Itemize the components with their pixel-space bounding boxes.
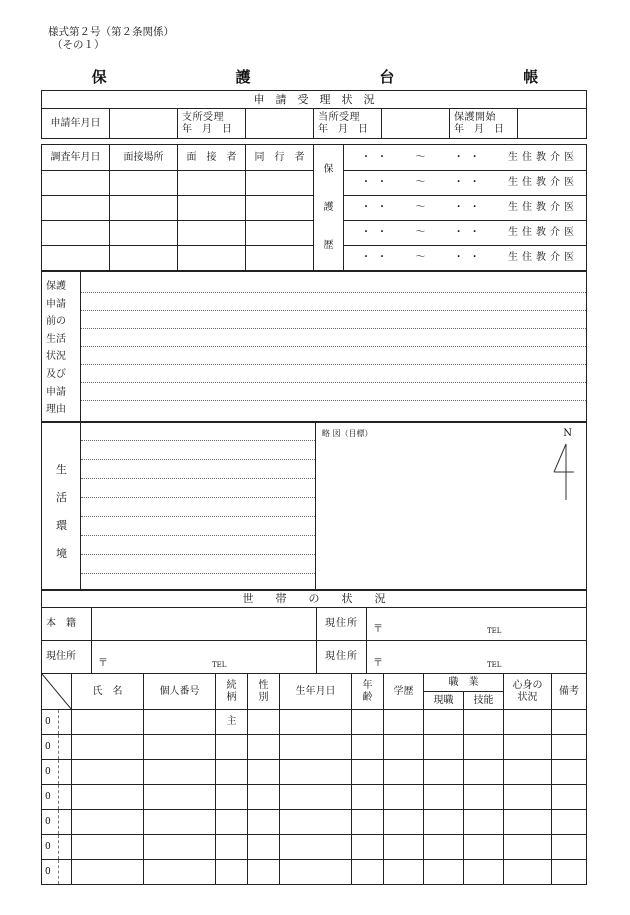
tilde: 〜 [415, 252, 426, 263]
dot: ・ [469, 202, 480, 213]
env-char: 活 [56, 491, 67, 504]
table-row [42, 785, 587, 810]
label-application-date: 申請年月日 [42, 109, 110, 139]
field-interview-place[interactable] [110, 246, 178, 271]
protection-start-line2: 年 月 日 [454, 123, 504, 135]
cell-occupation-current[interactable] [424, 860, 464, 885]
cell-remarks[interactable] [552, 785, 587, 810]
header-name: 氏 名 [72, 674, 144, 710]
cell-occupation-current[interactable] [424, 710, 464, 735]
field-current-address-3[interactable] [367, 641, 587, 674]
table-row [42, 735, 587, 760]
table-row [42, 835, 587, 860]
cell-sex[interactable] [248, 785, 280, 810]
header-health [504, 674, 552, 710]
field-protection-start[interactable] [518, 109, 587, 139]
field-companion[interactable] [246, 221, 314, 246]
postal-mark: 〒 [373, 624, 383, 635]
cell-education[interactable] [384, 810, 424, 835]
cell-relation[interactable] [216, 785, 248, 810]
branch-receipt-line2: 年 月 日 [182, 123, 232, 135]
cell-sex[interactable] [248, 810, 280, 835]
row-number: 0 [42, 860, 72, 885]
cell-education[interactable] [384, 710, 424, 735]
field-current-address-2[interactable] [92, 641, 317, 674]
diagonal-line-icon [42, 674, 72, 710]
label-interviewer: 面 接 者 [178, 145, 246, 171]
cell-remarks[interactable] [552, 810, 587, 835]
cell-education[interactable] [384, 735, 424, 760]
env-label [56, 456, 67, 568]
corner-cell [42, 674, 72, 710]
header-age-text: 年齢 [362, 679, 373, 703]
field-branch-receipt[interactable] [246, 109, 314, 139]
cell-remarks[interactable] [552, 760, 587, 785]
office-receipt-line2: 年 月 日 [318, 123, 368, 135]
field-survey-date[interactable] [42, 221, 110, 246]
dot: ・ [469, 151, 480, 163]
cell-age[interactable] [352, 735, 384, 760]
dot: ・ [453, 227, 464, 238]
living-environment-section [41, 421, 587, 590]
tel-mark: TEL [487, 627, 502, 635]
aid-types: 生住教介医 [507, 202, 578, 213]
cell-occupation-skill[interactable] [464, 835, 504, 860]
cell-remarks[interactable] [552, 735, 587, 760]
field-interviewer[interactable] [178, 246, 246, 271]
north-label: N [563, 428, 572, 439]
pre-application-section [41, 271, 587, 423]
form-number: 様式第２号（第２条関係） [48, 26, 174, 38]
cell-occupation-skill[interactable] [464, 810, 504, 835]
cell-remarks[interactable] [552, 835, 587, 860]
header-occupation: 職 業 [424, 674, 504, 692]
cell-age[interactable] [352, 860, 384, 885]
header-occupation-current: 現職 [424, 692, 464, 710]
branch-receipt-line1: 支所受理 [182, 111, 224, 123]
dot: ・ [377, 177, 387, 188]
history-char: 歴 [323, 239, 334, 251]
dot: ・ [377, 252, 387, 263]
pre-application-label [46, 278, 66, 419]
history-row[interactable] [344, 171, 587, 196]
title-char: 護 [235, 68, 251, 86]
aid-types: 生住教介医 [507, 227, 578, 238]
cell-birth-date[interactable] [280, 860, 352, 885]
cell-name[interactable] [72, 810, 144, 835]
dot: ・ [453, 151, 464, 163]
field-interview-place[interactable] [110, 171, 178, 196]
row-number: 0 [42, 810, 72, 835]
field-current-address-1[interactable] [367, 608, 587, 641]
title-char: 保 [91, 68, 107, 86]
cell-birth-date[interactable] [280, 785, 352, 810]
cell-birth-date[interactable] [280, 710, 352, 735]
cell-health[interactable] [504, 760, 552, 785]
survey-table [41, 144, 587, 271]
field-application-date[interactable] [110, 109, 178, 139]
cell-personal-number[interactable] [144, 710, 216, 735]
aid-types: 生住教介医 [507, 252, 578, 263]
cell-age[interactable] [352, 710, 384, 735]
history-row[interactable] [344, 145, 587, 171]
tilde: 〜 [415, 202, 426, 213]
header-relation-text: 続柄 [226, 679, 237, 703]
row-number: 0 [42, 760, 72, 785]
field-companion[interactable] [246, 196, 314, 221]
dot: ・ [377, 151, 387, 163]
label-interview-place: 面接場所 [110, 145, 178, 171]
header-remarks: 備考 [552, 674, 587, 710]
label-line: 状況 [46, 351, 66, 363]
aid-types: 生住教介医 [507, 177, 578, 188]
section-heading-application: 申 請 受 理 状 況 [42, 91, 587, 109]
header-relation [216, 674, 248, 710]
history-row[interactable] [344, 246, 587, 271]
label-line: 前の [46, 316, 66, 328]
label-protection-history [314, 145, 344, 271]
cell-education[interactable] [384, 785, 424, 810]
header-sex-text: 性別 [258, 679, 269, 703]
cell-personal-number[interactable] [144, 785, 216, 810]
row-number: 0 [42, 835, 72, 860]
cell-birth-date[interactable] [280, 735, 352, 760]
label-protection-start [450, 109, 518, 139]
dot: ・ [469, 252, 480, 263]
cell-name[interactable] [72, 710, 144, 735]
cell-personal-number[interactable] [144, 810, 216, 835]
row-number: 0 [42, 710, 72, 735]
cell-occupation-skill[interactable] [464, 760, 504, 785]
header-occupation-skill: 技能 [464, 692, 504, 710]
cell-relation[interactable] [216, 835, 248, 860]
dot: ・ [361, 227, 371, 238]
dot: ・ [377, 202, 387, 213]
label-line: 生活 [46, 333, 66, 345]
tilde: 〜 [415, 227, 426, 238]
protection-start-line1: 保護開始 [454, 111, 496, 123]
cell-remarks[interactable] [552, 710, 587, 735]
cell-birth-date[interactable] [280, 810, 352, 835]
cell-education[interactable] [384, 860, 424, 885]
cell-occupation-skill[interactable] [464, 860, 504, 885]
tel-mark: TEL [212, 661, 227, 669]
header-sex [248, 674, 280, 710]
form-sub: （その１） [52, 39, 105, 51]
label-current-address-3: 現住所 [317, 641, 367, 674]
cell-education[interactable] [384, 760, 424, 785]
cell-sex[interactable] [248, 860, 280, 885]
dot: ・ [361, 177, 371, 188]
history-char: 護 [323, 201, 334, 213]
postal-mark: 〒 [373, 658, 383, 669]
cell-occupation-current[interactable] [424, 810, 464, 835]
dot: ・ [453, 202, 464, 213]
field-registered-domicile[interactable] [92, 608, 317, 641]
cell-sex[interactable] [248, 835, 280, 860]
cell-name[interactable] [72, 760, 144, 785]
label-current-address-1: 現住所 [317, 608, 367, 641]
dot: ・ [361, 151, 371, 163]
label-line: 理由 [46, 404, 66, 416]
dot: ・ [361, 202, 371, 213]
cell-age[interactable] [352, 785, 384, 810]
dot: ・ [453, 252, 464, 263]
cell-health[interactable] [504, 860, 552, 885]
postal-mark: 〒 [98, 658, 108, 669]
cell-occupation-current[interactable] [424, 760, 464, 785]
field-interviewer[interactable] [178, 221, 246, 246]
cell-age[interactable] [352, 760, 384, 785]
cell-health[interactable] [504, 835, 552, 860]
label-companion: 同 行 者 [246, 145, 314, 171]
cell-personal-number[interactable] [144, 835, 216, 860]
cell-age[interactable] [352, 810, 384, 835]
history-char: 保 [323, 163, 334, 175]
cell-relation[interactable] [216, 735, 248, 760]
aid-types: 生住教介医 [507, 151, 578, 163]
field-survey-date[interactable] [42, 196, 110, 221]
cell-relation[interactable] [216, 810, 248, 835]
map-label: 略 図（目標） [322, 429, 373, 438]
cell-health[interactable] [504, 785, 552, 810]
table-row [42, 710, 587, 735]
cell-health[interactable] [504, 710, 552, 735]
application-status-table [41, 90, 587, 139]
field-interviewer[interactable] [178, 196, 246, 221]
cell-personal-number[interactable] [144, 760, 216, 785]
pre-application-text-area[interactable] [81, 272, 586, 422]
table-row [42, 810, 587, 835]
env-char: 生 [56, 463, 67, 476]
field-office-receipt[interactable] [382, 109, 450, 139]
tilde: 〜 [415, 177, 426, 188]
title-char: 台 [379, 68, 395, 86]
cell-health[interactable] [504, 810, 552, 835]
cell-relation[interactable] [216, 760, 248, 785]
table-row [42, 760, 587, 785]
header-education: 学歴 [384, 674, 424, 710]
cell-occupation-skill[interactable] [464, 710, 504, 735]
cell-occupation-current[interactable] [424, 735, 464, 760]
label-survey-date: 調査年月日 [42, 145, 110, 171]
cell-occupation-current[interactable] [424, 785, 464, 810]
cell-sex[interactable] [248, 710, 280, 735]
history-row[interactable] [344, 221, 587, 246]
cell-occupation-current[interactable] [424, 835, 464, 860]
cell-name[interactable] [72, 860, 144, 885]
field-interview-place[interactable] [110, 221, 178, 246]
cell-personal-number[interactable] [144, 860, 216, 885]
field-companion[interactable] [246, 171, 314, 196]
cell-birth-date[interactable] [280, 835, 352, 860]
office-receipt-line1: 当所受理 [318, 111, 360, 123]
map-area[interactable] [316, 422, 586, 589]
cell-relation[interactable]: 主 [216, 710, 248, 735]
dot: ・ [469, 177, 480, 188]
cell-occupation-skill[interactable] [464, 735, 504, 760]
header-age [352, 674, 384, 710]
label-line: 申請 [46, 298, 66, 310]
label-current-address-2: 現住所 [42, 641, 92, 674]
cell-name[interactable] [72, 835, 144, 860]
dot: ・ [377, 227, 387, 238]
members-table [41, 673, 587, 885]
history-row[interactable] [344, 196, 587, 221]
dot: ・ [469, 227, 480, 238]
cell-occupation-skill[interactable] [464, 785, 504, 810]
label-branch-receipt [178, 109, 246, 139]
label-line: 及び [46, 368, 66, 380]
tel-mark: TEL [487, 661, 502, 669]
cell-personal-number[interactable] [144, 735, 216, 760]
field-interview-place[interactable] [110, 196, 178, 221]
row-number: 0 [42, 735, 72, 760]
header-personal-number: 個人番号 [144, 674, 216, 710]
dot: ・ [453, 177, 464, 188]
cell-name[interactable] [72, 735, 144, 760]
cell-sex[interactable] [248, 760, 280, 785]
cell-name[interactable] [72, 785, 144, 810]
dot: ・ [361, 252, 371, 263]
header-birth-date: 生年月日 [280, 674, 352, 710]
cell-sex[interactable] [248, 735, 280, 760]
env-char: 境 [56, 547, 67, 560]
page-title [0, 66, 630, 87]
household-table [41, 590, 587, 674]
field-companion[interactable] [246, 246, 314, 271]
section-heading-household: 世 帯 の 状 況 [42, 591, 587, 608]
env-text-area[interactable] [81, 422, 315, 589]
row-number: 0 [42, 785, 72, 810]
cell-relation[interactable] [216, 860, 248, 885]
env-char: 環 [56, 519, 67, 532]
title-char: 帳 [523, 68, 539, 86]
label-office-receipt [314, 109, 382, 139]
cell-age[interactable] [352, 835, 384, 860]
cell-birth-date[interactable] [280, 760, 352, 785]
cell-education[interactable] [384, 835, 424, 860]
field-interviewer[interactable] [178, 171, 246, 196]
field-survey-date[interactable] [42, 246, 110, 271]
tilde: 〜 [415, 151, 426, 163]
cell-remarks[interactable] [552, 860, 587, 885]
cell-health[interactable] [504, 735, 552, 760]
table-row [42, 860, 587, 885]
field-survey-date[interactable] [42, 171, 110, 196]
header-health-text: 心身の状況 [512, 679, 543, 703]
label-line: 保護 [46, 281, 66, 292]
label-registered-domicile: 本 籍 [42, 608, 92, 641]
label-line: 申請 [46, 386, 66, 398]
